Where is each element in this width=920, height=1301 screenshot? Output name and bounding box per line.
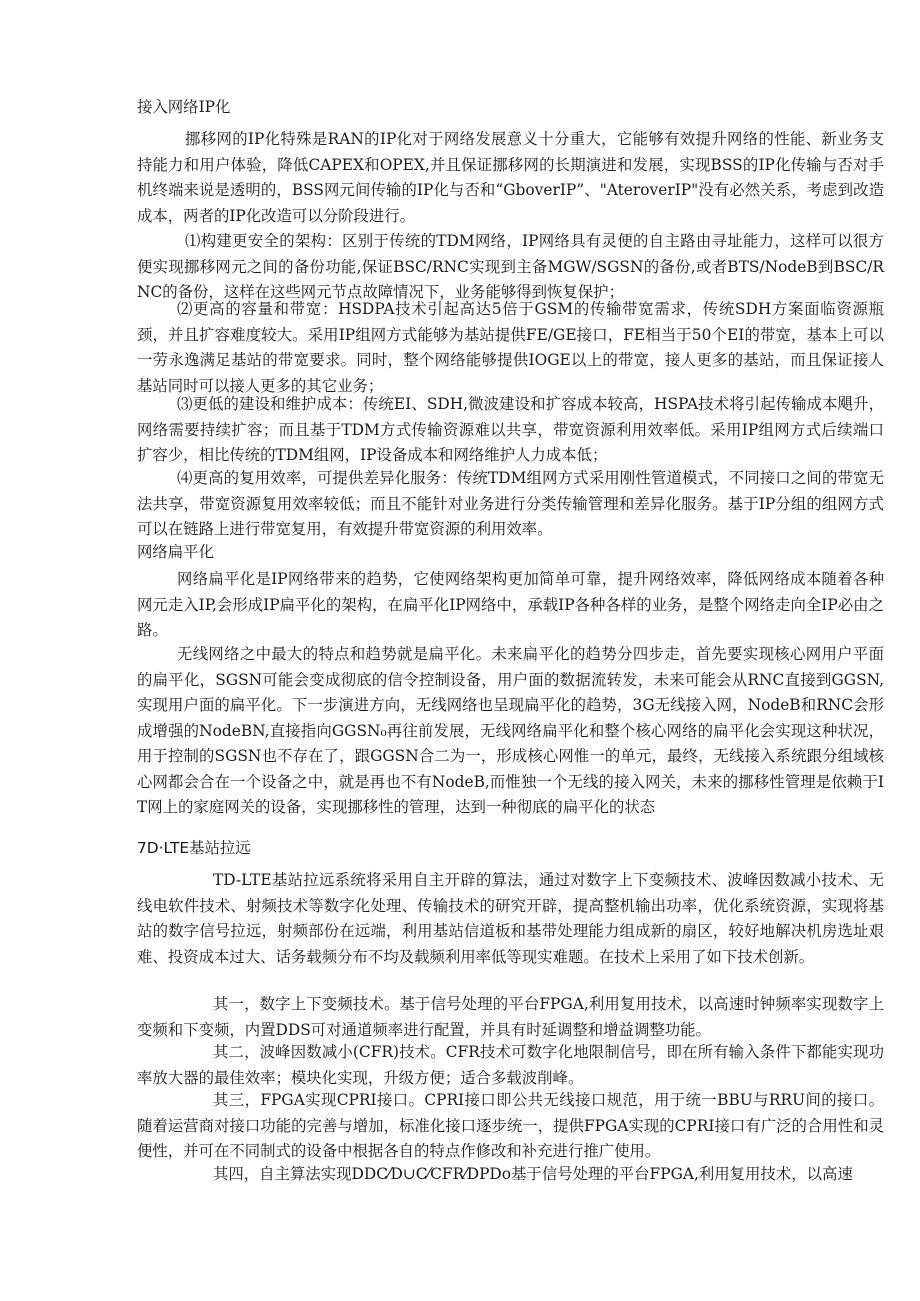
paragraph-cfr: 其二，波峰因数减小(CFR)技术。CFR技术可数字化地限制信号，即在所有输入条件下都能实现功率放大器的最佳效率；模块化实现，升级方便；适合多载波削峰。	[137, 1043, 884, 1087]
heading-access-network-ip: 接入网络IP化	[137, 98, 231, 116]
paragraph-lower-cost: ⑶更低的建设和维护成本：传统EI、SDH,微波建设和扩容成本较高，HSPA技术将引起传输成本飓升，网络需要持续扩容；而且基于TDM方式传输资源难以共享，带宽资源利用效率低。采用IP组网方式后续端口扩容少，相比传统的TDM组网，IP设备成本和网络维护人力成本低；	[137, 395, 884, 464]
paragraph-multiplexing-efficiency: ⑷更高的复用效率，可提供差异化服务：传统TDM组网方式采用刚性管道模式，不同接口之间的带宽无法共享，带宽资源复用效率较低；而且不能针对业务进行分类传输管理和差异化服务。基于IP分组的组网方式可以在链路上进行带宽复用，有效提升带宽资源的利用效率。	[137, 469, 884, 538]
paragraph-cpri: 其三，FPGA实现CPRI接口。CPRI接口即公共无线接口规范，用于统一BBU与RRU间的接口。随着运营商对接口功能的完善与增加，标准化接口逐步统一，提供FPGA实现的CPRI接口有广泛的合用性和灵便性，并可在不同制式的设备中根据各自的特点作修改和补充进行推广使用。	[137, 1091, 884, 1160]
paragraph-capacity-bandwidth: ⑵更高的容量和带宽：HSDPA技术引起高达5倍于GSM的传输带宽需求，传统SDH方案面临资源瓶颈，并且扩容难度较大。采用IP组网方式能够为基站提供FE/GE接口，FE相当于50个EI的带宽，基本上可以一劳永逸满足基站的带宽要求。同时，整个网络能够提供IOGE以上的带宽，接人更多的基站，而且保证接人基站同时可以接人更多的其它业务；	[137, 300, 884, 395]
paragraph-ran-ip: 挪移网的IP化特殊是RAN的IP化对于网络发展意义十分重大，它能够有效提升网络的性能、新业务支持能力和用户体验，降低CAPEX和OPEX,并且保证挪移网的长期演进和发展，实现BSS的IP化传输与否对手机终端来说是透明的，BSS网元间传输的IP化与否和“GboverIP”、"AteroverIP"没有必然关系，考虑到改造成本，两者的IP化改造可以分阶段进行。	[137, 130, 884, 225]
paragraph-wireless-flattening: 无线网络之中最大的特点和趋势就是扁平化。未来扁平化的趋势分四步走，首先要实现核心网用户平面的扁平化，SGSN可能会变成彻底的信令控制设备，用户面的数据流转发，未来可能会从RNC直接到GGSN,实现用户面的扁平化。下一步演进方向，无线网络也呈现扁平化的趋势，3G无线接入网，NodeB和RNC会形成增强的NodeBN,直接指向GGSN₀再往前发展，无线网络扁平化和整个核心网络的扁平化会实现这种状况，用于控制的SGSN也不存在了，跟GGSN合二为一，形成核心网惟一的单元，最终，无线接入系统跟分组域核心网都会合在一个设备之中，就是再也不有NodeB,而惟独一个无线的接入网关，未来的挪移性管理是依赖于IT网上的家庭网关的设备，实现挪移性的管理，达到一种彻底的扁平化的状态	[137, 645, 884, 816]
paragraph-digital-conversion: 其一，数字上下变频技术。基于信号处理的平台FPGA,利用复用技术，以高速时钟频率实现数字上变频和下变频，内置DDS可对通道频率进行配置，并具有时延调整和增益调整功能。	[137, 995, 884, 1039]
paragraph-ddc-duc: 其四，自主算法实现DDC⁄D∪C⁄CFR⁄DPDo基于信号处理的平台FPGA,利用复用技术，以高速	[213, 1165, 853, 1183]
heading-network-flattening: 网络扁平化	[137, 543, 214, 561]
heading-td-lte-remote: 7D·LTE基站拉远	[137, 839, 251, 857]
paragraph-secure-architecture: ⑴构建更安全的架构：区别于传统的TDM网络，IP网络具有灵便的自主路由寻址能力，这样可以很方便实现挪移网元之间的备份功能,保证BSC/RNC实现到主备MGW/SGSN的备份,或者BTS/NodeB到BSC/RNC的备份，这样在这些网元节点故障情况下，业务能够得到恢复保护；	[137, 232, 884, 301]
paragraph-flattening-trend: 网络扁平化是IP网络带来的趋势，它使网络架构更加简单可靠，提升网络效率，降低网络成本随着各种网元走入IP,会形成IP扁平化的架构，在扁平化IP网络中，承载IP各种各样的业务，是整个网络走向全IP必由之路。	[137, 570, 884, 639]
paragraph-td-lte-system: TD-LTE基站拉远系统将采用自主开辟的算法，通过对数字上下变频技术、波峰因数减小技术、无线电软件技术、射频技术等数字化处理、传输技术的研究开辟，提高整机输出功率，优化系统资源，实现将基站的数字信号拉远，射频部份在远端，利用基站信道板和基带处理能力组成新的扇区，较好地解决机房选址艰难、投资成本过大、话务载频分布不均及载频利用率低等现实难题。在技术上采用了如下技术创新。	[137, 871, 884, 966]
